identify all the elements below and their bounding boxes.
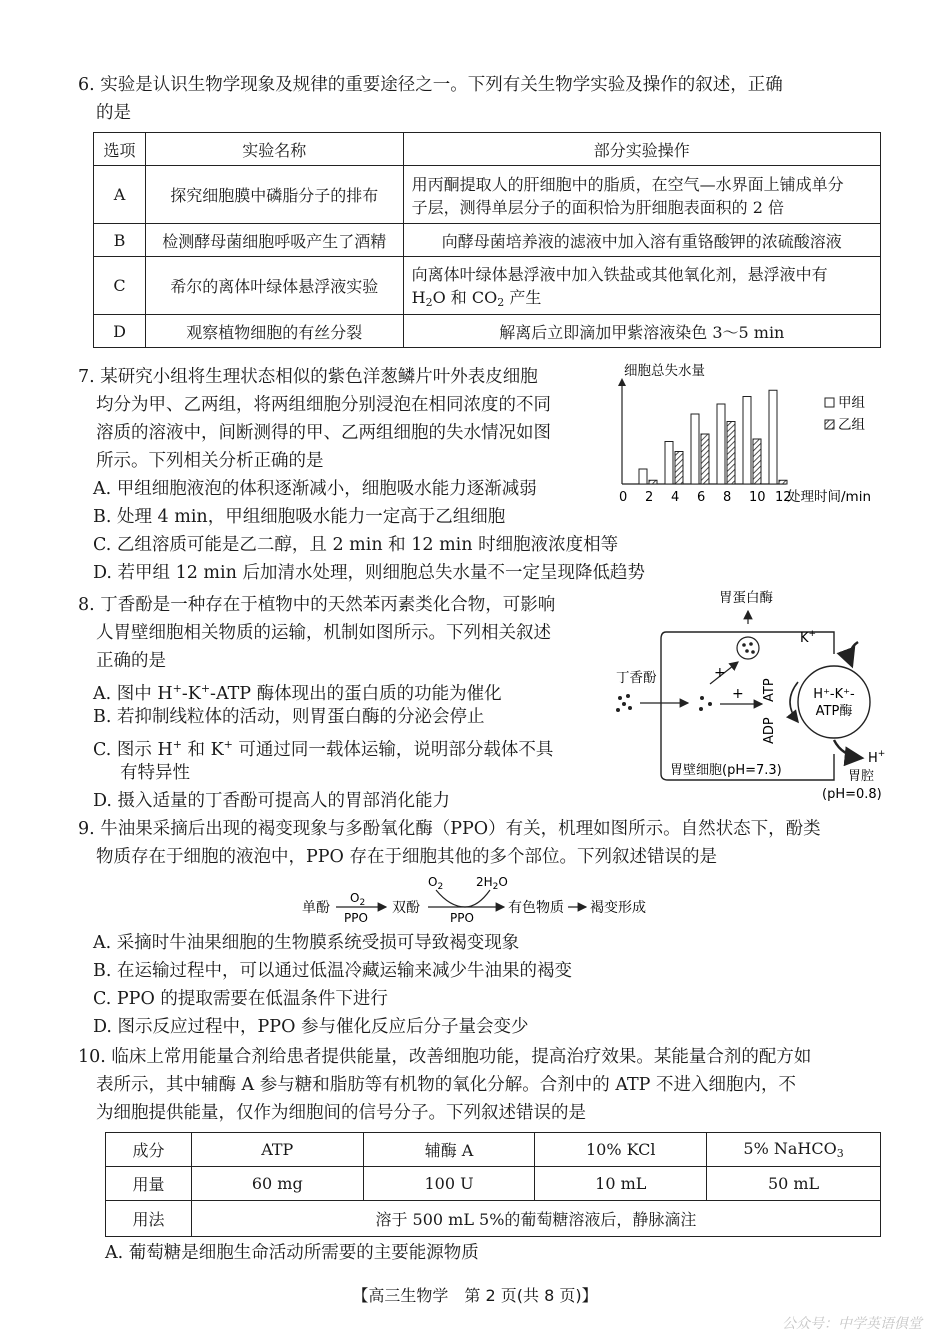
q9-stem-line2: 物质存在于细胞的液泡中，PPO 存在于细胞其他的多个部位。下列叙述错误的是 bbox=[96, 847, 717, 867]
q6-row-operation bbox=[403, 166, 880, 224]
q8-option-d: D. 摄入适量的丁香酚可提高人的胃部消化能力 bbox=[93, 791, 451, 811]
superscript-plus: + bbox=[223, 738, 233, 751]
q6-stem-line2: 的是 bbox=[96, 103, 131, 123]
x-tick-label: 4 bbox=[671, 490, 680, 505]
page-footer: 【高三生物学 第 2 页(共 8 页)】 bbox=[352, 1286, 598, 1305]
q9-option-a: A. 采摘时牛油果细胞的生物膜系统受损可导致褐变现象 bbox=[93, 933, 520, 953]
bar-yi-2 bbox=[649, 480, 657, 484]
q6-row-option: C bbox=[94, 257, 146, 315]
component-cell: 辅酶 A bbox=[363, 1133, 535, 1167]
diphenol-label: 双酚 bbox=[392, 900, 420, 916]
atp-hydrolysis-arrow bbox=[790, 682, 798, 722]
amount-cell: 100 U bbox=[363, 1167, 535, 1201]
bar-jia-10 bbox=[743, 397, 751, 485]
bar-jia-2 bbox=[639, 469, 647, 484]
molecule-dot bbox=[622, 702, 626, 706]
k-ion-label bbox=[800, 629, 816, 646]
q9-reaction-scheme bbox=[300, 868, 670, 928]
q6-row-b bbox=[94, 224, 881, 257]
legend-swatch-jia bbox=[825, 398, 834, 407]
q7-option-c: C. 乙组溶质可能是乙二醇，且 2 min 和 12 min 时细胞液浓度相等 bbox=[93, 535, 619, 555]
adp-label: ADP bbox=[762, 717, 777, 744]
atp-label: ATP bbox=[762, 678, 777, 702]
pepsin-label: 胃蛋白酶 bbox=[719, 590, 773, 606]
o2-label-2 bbox=[428, 875, 443, 892]
h-ion-charge: + bbox=[877, 749, 886, 759]
o2-text: O bbox=[350, 891, 360, 905]
q6-header-name: 实验名称 bbox=[145, 133, 403, 166]
bar-yi-10 bbox=[753, 439, 761, 484]
q10-stem-line2: 表所示，其中辅酶 A 参与糖和脂肪等有机物的氧化分解。合剂中的 ATP 不进入细胞内，不 bbox=[96, 1075, 797, 1095]
q6-row-a-op-line2: 子层，测得单层分子的面积恰为肝细胞表面积的 2 倍 bbox=[411, 197, 784, 217]
q8-mechanism-diagram bbox=[606, 584, 896, 804]
x-tick-label: 10 bbox=[749, 490, 766, 505]
q6-stem-line1: 6. 实验是认识生物学现象及规律的重要途径之一。下列有关生物学实验及操作的叙述，正确 bbox=[78, 75, 783, 95]
text: -ATP 酶体现出的蛋白质的功能为催化 bbox=[210, 684, 502, 704]
row-label: 用法 bbox=[106, 1201, 192, 1237]
text: 可通过同一载体运输，说明部分载体不具 bbox=[232, 740, 554, 760]
subscript: 2 bbox=[425, 296, 433, 309]
formula-part: 产生 bbox=[504, 288, 542, 307]
component-cell: 10% KCl bbox=[535, 1133, 707, 1167]
molecule-dot bbox=[616, 708, 620, 712]
q10-row-amounts bbox=[106, 1167, 881, 1201]
k-ion-charge: + bbox=[808, 629, 817, 639]
q10-stem-line3: 为细胞提供能量，仅作为细胞间的信号分子。下列叙述错误的是 bbox=[96, 1103, 586, 1123]
q6-row-name: 希尔的离体叶绿体悬浮液实验 bbox=[145, 257, 403, 315]
x-tick-label: 2 bbox=[645, 490, 654, 505]
component-cell bbox=[707, 1133, 881, 1167]
q7-stem-line3: 溶质的溶液中，间断测得的甲、乙两组细胞的失水情况如图 bbox=[96, 423, 551, 443]
molecule-dot bbox=[628, 706, 632, 710]
subscript-3: 3 bbox=[836, 1147, 844, 1160]
subscript: 2 bbox=[497, 296, 505, 309]
x-tick-label: 8 bbox=[723, 490, 732, 505]
q6-row-a-op-line1: 用丙酮提取人的肝细胞中的脂质，在空气—水界面上铺成单分 bbox=[411, 174, 844, 194]
q7-option-d: D. 若甲组 12 min 后加清水处理，则细胞总失水量不一定呈现降低趋势 bbox=[93, 563, 645, 583]
superscript-plus: + bbox=[172, 738, 182, 751]
o2-label-1 bbox=[350, 891, 365, 908]
colored-substance-label: 有色物质 bbox=[508, 900, 564, 916]
eugenol-label: 丁香酚 bbox=[616, 670, 657, 686]
x-tick-label: 0 bbox=[619, 490, 628, 505]
q9-option-d: D. 图示反应过程中，PPO 参与催化反应后分子量会变少 bbox=[93, 1017, 529, 1037]
vesicle-dot bbox=[745, 649, 749, 653]
enzyme-label-line2: ATP酶 bbox=[815, 704, 853, 719]
bar-jia-8 bbox=[717, 404, 725, 484]
water-o: O bbox=[498, 875, 508, 889]
amount-cell: 10 mL bbox=[535, 1167, 707, 1201]
q6-row-name: 探究细胞膜中磷脂分子的排布 bbox=[145, 166, 403, 224]
q6-row-operation: 向酵母菌培养液的滤液中加入溶有重铬酸钾的浓硫酸溶液 bbox=[403, 224, 880, 257]
amount-cell: 50 mL bbox=[707, 1167, 881, 1201]
q10-table bbox=[105, 1132, 881, 1237]
vesicle-dot bbox=[751, 650, 755, 654]
q6-table bbox=[93, 132, 881, 348]
q9-option-c: C. PPO 的提取需要在低温条件下进行 bbox=[93, 989, 388, 1009]
superscript-plus: + bbox=[200, 682, 211, 695]
x-tick-label: 6 bbox=[697, 490, 706, 505]
subscript-2: 2 bbox=[437, 882, 444, 892]
water-label bbox=[476, 875, 508, 892]
legend-label-jia: 甲组 bbox=[838, 395, 865, 411]
q6-header-operation: 部分实验操作 bbox=[403, 133, 880, 166]
molecule-dot bbox=[626, 694, 630, 698]
bar-yi-12 bbox=[779, 480, 787, 484]
x-tick-label: 12 bbox=[775, 490, 792, 505]
reaction-curve bbox=[436, 890, 490, 907]
legend-label-yi: 乙组 bbox=[838, 417, 865, 433]
vesicle-icon bbox=[737, 637, 759, 659]
ppo-label-1: PPO bbox=[344, 911, 368, 925]
q8-stem-line2: 人胃壁细胞相关物质的运输，机制如图所示。下列相关叙述 bbox=[96, 623, 551, 643]
browning-label: 褐变形成 bbox=[590, 900, 646, 916]
q6-row-operation: 解离后立即滴加甲紫溶液染色 3～5 min bbox=[403, 315, 880, 348]
q6-row-c-op-line1: 向离体叶绿体悬浮液中加入铁盐或其他氧化剂，悬浮液中有 bbox=[411, 265, 828, 284]
bar-yi-6 bbox=[701, 434, 709, 484]
subscript-2: 2 bbox=[492, 882, 499, 892]
q7-option-b: B. 处理 4 min，甲组细胞吸水能力一定高于乙组细胞 bbox=[93, 507, 506, 527]
bar-jia-12 bbox=[769, 390, 777, 484]
plus-sign: + bbox=[732, 686, 744, 702]
q8-stem-line3: 正确的是 bbox=[96, 651, 166, 671]
h-ion-text: H bbox=[868, 751, 878, 766]
subscript-2: 2 bbox=[359, 898, 366, 908]
q6-row-d bbox=[94, 315, 881, 348]
k-influx-arrow bbox=[850, 642, 858, 666]
cell-label: 胃壁细胞(pH=7.3) bbox=[670, 763, 782, 778]
text: A. 图中 H bbox=[93, 684, 173, 704]
q8-option-a bbox=[93, 676, 502, 707]
lumen-label: 胃腔 bbox=[848, 769, 875, 784]
molecule-dot bbox=[699, 707, 703, 711]
component-cell: ATP bbox=[191, 1133, 363, 1167]
amount-cell: 60 mg bbox=[191, 1167, 363, 1201]
bar-jia-4 bbox=[665, 442, 673, 485]
formula-part: H bbox=[411, 288, 426, 307]
q7-option-a: A. 甲组细胞液泡的体积逐渐减小，细胞吸水能力逐渐减弱 bbox=[93, 479, 537, 499]
q6-row-name: 观察植物细胞的有丝分裂 bbox=[145, 315, 403, 348]
q6-row-option: B bbox=[94, 224, 146, 257]
k-ion-text: K bbox=[800, 631, 809, 646]
ppo-label-2: PPO bbox=[450, 911, 474, 925]
h-k-atpase-icon bbox=[798, 666, 870, 738]
h-efflux-arrow bbox=[834, 740, 862, 758]
q6-row-a bbox=[94, 166, 881, 224]
molecule-dot bbox=[708, 702, 712, 706]
chart-y-arrow bbox=[618, 378, 626, 386]
o2-text: O bbox=[428, 875, 438, 889]
q10-option-a: A. 葡萄糖是细胞生命活动所需要的主要能源物质 bbox=[105, 1243, 479, 1263]
lumen-ph-label: (pH=0.8) bbox=[822, 787, 882, 802]
q9-stem-line1: 9. 牛油果采摘后出现的褐变现象与多酚氧化酶（PPO）有关，机理如图所示。自然状态下，酚类 bbox=[78, 819, 821, 839]
text: 和 K bbox=[181, 740, 224, 760]
molecule-dot bbox=[700, 696, 704, 700]
chart-ylabel: 细胞总失水量 bbox=[624, 363, 705, 379]
superscript-plus: + bbox=[172, 682, 182, 695]
q7-stem-line1: 7. 某研究小组将生理状态相似的紫色洋葱鳞片叶外表皮细胞 bbox=[78, 367, 538, 387]
q9-option-b: B. 在运输过程中，可以通过低温冷藏运输来减少牛油果的褐变 bbox=[93, 961, 572, 981]
text: C. 图示 H bbox=[93, 740, 173, 760]
cell-membrane-corner-bottom bbox=[821, 754, 834, 780]
q6-row-option: A bbox=[94, 166, 146, 224]
h-ion-label bbox=[868, 749, 885, 766]
component-text: 5% NaHCO bbox=[743, 1139, 837, 1158]
formula-part: O 和 CO bbox=[432, 288, 498, 307]
q7-stem-line4: 所示。下列相关分析正确的是 bbox=[96, 451, 324, 471]
row-label: 成分 bbox=[106, 1133, 192, 1167]
q7-bar-chart bbox=[608, 358, 898, 510]
row-label: 用量 bbox=[106, 1167, 192, 1201]
q8-option-c-line2: 有特异性 bbox=[120, 763, 190, 783]
q8-option-c bbox=[93, 732, 553, 763]
bar-yi-8 bbox=[727, 422, 735, 485]
water-text: 2H bbox=[476, 875, 493, 889]
q10-row-components bbox=[106, 1133, 881, 1167]
bar-yi-4 bbox=[675, 452, 683, 485]
q7-stem-line2: 均分为甲、乙两组，将两组细胞分别浸泡在相同浓度的不同 bbox=[96, 395, 551, 415]
cell-membrane-corner bbox=[821, 632, 834, 654]
enzyme-label-line1: H⁺-K⁺- bbox=[813, 687, 855, 702]
q6-row-option: D bbox=[94, 315, 146, 348]
q6-header-option: 选项 bbox=[94, 133, 146, 166]
monophenol-label: 单酚 bbox=[302, 900, 330, 916]
text: -K bbox=[181, 684, 201, 704]
usage-cell: 溶于 500 mL 5%的葡萄糖溶液后，静脉滴注 bbox=[191, 1201, 880, 1237]
q6-row-operation bbox=[403, 257, 880, 315]
watermark: 公众号：中学英语俱堂 bbox=[782, 1316, 922, 1332]
vesicle-dot bbox=[742, 643, 746, 647]
chart-xlabel: 处理时间/min bbox=[787, 489, 872, 505]
q6-row-name: 检测酵母菌细胞呼吸产生了酒精 bbox=[145, 224, 403, 257]
plus-sign: + bbox=[714, 665, 726, 681]
q6-row-c bbox=[94, 257, 881, 315]
bar-jia-6 bbox=[691, 414, 699, 484]
vesicle-dot bbox=[749, 642, 753, 646]
q10-stem-line1: 10. 临床上常用能量合剂给患者提供能量，改善细胞功能，提高治疗效果。某能量合剂的配方如 bbox=[78, 1047, 812, 1067]
legend-swatch-yi bbox=[825, 420, 834, 429]
q8-stem-line1: 8. 丁香酚是一种存在于植物中的天然苯丙素类化合物，可影响 bbox=[78, 595, 556, 615]
q8-option-b: B. 若抑制线粒体的活动，则胃蛋白酶的分泌会停止 bbox=[93, 707, 485, 727]
molecule-dot bbox=[618, 696, 622, 700]
q10-row-usage bbox=[106, 1201, 881, 1237]
